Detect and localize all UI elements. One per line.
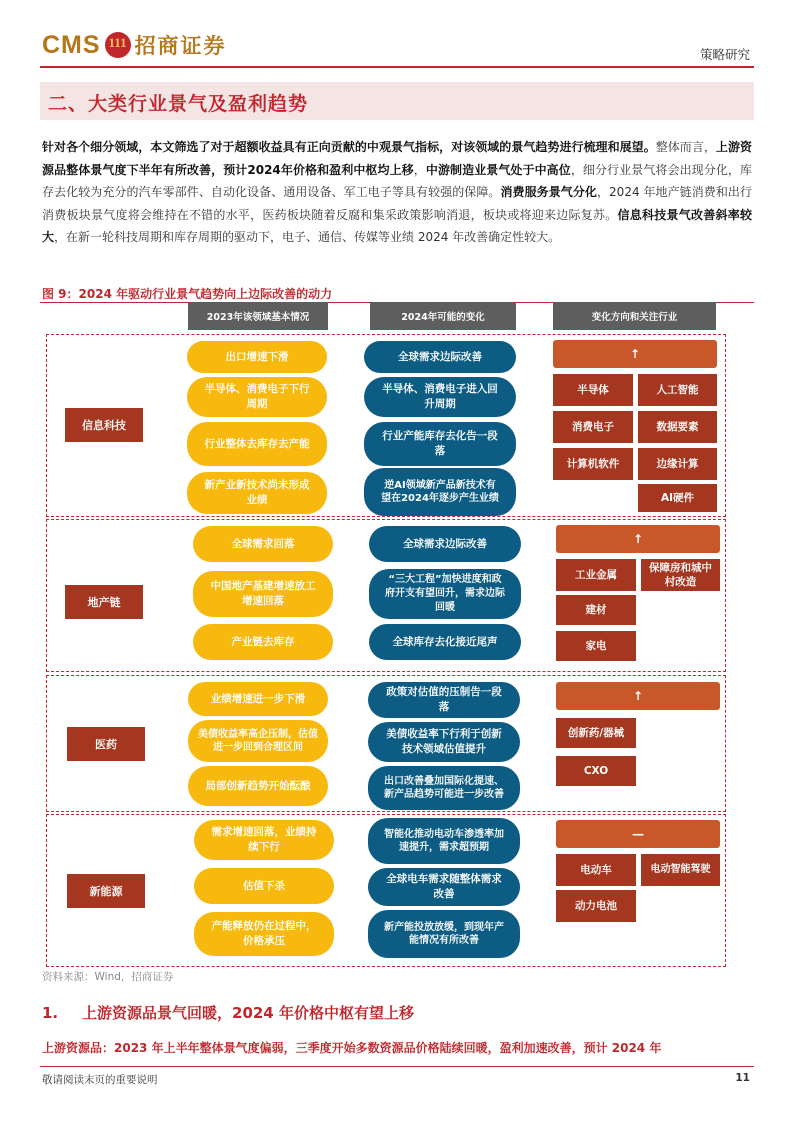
basic-item: 美债收益率高企压制，估值进一步回到合理区间 <box>188 720 328 762</box>
industry-chip: 家电 <box>556 631 636 661</box>
column-header-direction: 变化方向和关注行业 <box>553 302 716 330</box>
change-item: 全球需求边际改善 <box>369 526 521 562</box>
section-title-bar <box>40 82 754 120</box>
industry-chip: 消费电子 <box>553 411 633 443</box>
industry-chip: 电动智能驾驶 <box>641 854 720 886</box>
footer-note: 敬请阅读末页的重要说明 <box>42 1074 158 1086</box>
basic-item: 业绩增速进一步下滑 <box>188 682 328 716</box>
industry-chip: 建材 <box>556 595 636 625</box>
section-heading-text: 上游资源品景气回暖，2024 年价格中枢有望上移 <box>82 1004 414 1022</box>
industry-chip: 动力电池 <box>556 890 636 922</box>
column-header-changes: 2024年可能的变化 <box>370 302 516 330</box>
industry-chip: 数据要素 <box>638 411 717 443</box>
basic-item: 行业整体去库存去产能 <box>187 422 327 466</box>
basic-item: 出口增速下滑 <box>187 341 327 373</box>
logo <box>42 27 227 63</box>
change-item: 新产能投放放缓，到现年产能情况有所改善 <box>368 910 520 958</box>
change-item: 全球需求边际改善 <box>364 341 516 373</box>
change-item: 逆AI领域新产品新技术有望在2024年逐步产生业绩 <box>364 468 516 516</box>
basic-item: 半导体、消费电子下行周期 <box>187 377 327 417</box>
page-number: 11 <box>735 1072 750 1084</box>
footer-divider <box>40 1066 754 1067</box>
industry-chip: 创新药/器械 <box>556 718 636 748</box>
section-label-pharma: 医药 <box>67 727 145 761</box>
industry-chip: 边缘计算 <box>638 448 717 480</box>
industry-chip: CXO <box>556 756 636 786</box>
figure-source: 资料来源：Wind，招商证券 <box>42 971 174 983</box>
change-item: 出口改善叠加国际化提速、新产品趋势可能进一步改善 <box>368 766 520 810</box>
change-item: “三大工程”加快进度和政府开支有望回升，需求边际回暖 <box>369 569 521 619</box>
change-item: 美债收益率下行利于创新技术领域估值提升 <box>368 722 520 762</box>
logo-chinese: 招商证券 <box>134 34 227 58</box>
industry-chip: AI硬件 <box>638 484 717 512</box>
logo-latin: CMS <box>42 30 101 59</box>
industry-chip: 电动车 <box>556 854 636 886</box>
logo-mark-icon: 111 <box>105 32 131 58</box>
basic-item: 需求增速回落，业绩持续下行 <box>194 820 334 860</box>
direction-flat-icon: — <box>556 820 720 848</box>
section-number: 1. <box>42 1004 59 1022</box>
basic-item: 全球需求回落 <box>193 526 333 562</box>
section-title: 二、大类行业景气及盈利趋势 <box>48 93 309 115</box>
industry-chip: 工业金属 <box>556 559 636 591</box>
industry-chip: 半导体 <box>553 374 633 406</box>
industry-chip: 人工智能 <box>638 374 717 406</box>
figure-title: 图 9：2024 年驱动行业景气趋势向上边际改善的动力 <box>42 287 333 301</box>
section-heading <box>42 1002 414 1023</box>
report-type: 策略研究 <box>699 47 750 62</box>
basic-item: 产能释放仍在过程中，价格承压 <box>194 912 334 956</box>
section-label-it: 信息科技 <box>65 408 143 442</box>
industry-chip: 保障房和城中村改造 <box>641 559 720 591</box>
direction-up-icon: ↑ <box>556 682 720 710</box>
basic-item: 局部创新趋势开始酝酿 <box>188 766 328 806</box>
section-label-newenergy: 新能源 <box>67 874 145 908</box>
change-item: 全球电车需求随整体需求改善 <box>368 868 520 906</box>
basic-item: 中国地产基建增速放工增速回落 <box>193 571 333 617</box>
industry-chip: 计算机软件 <box>553 448 633 480</box>
basic-item: 产业链去库存 <box>193 624 333 660</box>
change-item: 全球库存去化接近尾声 <box>369 624 521 660</box>
section-label-property: 地产链 <box>65 585 143 619</box>
direction-up-icon: ↑ <box>556 525 720 553</box>
change-item: 半导体、消费电子进入回升周期 <box>364 377 516 417</box>
lead-text: 上游资源品：2023 年上半年整体景气度偏弱，三季度开始多数资源品价格陆续回暖，盈利加速改善，预计 2024 年 <box>42 1041 662 1055</box>
change-item: 政策对估值的压制告一段落 <box>368 682 520 718</box>
change-item: 行业产能库存去化告一段落 <box>364 422 516 466</box>
direction-up-icon: ↑ <box>553 340 717 368</box>
header-divider <box>40 66 754 68</box>
basic-item: 新产业新技术尚未形成业绩 <box>187 472 327 514</box>
column-header-basics: 2023年该领域基本情况 <box>188 302 328 330</box>
change-item: 智能化推动电动车渗透率加速提升，需求超预期 <box>368 818 520 864</box>
body-paragraph: 针对各个细分领域，本文筛选了对于超额收益具有正向贡献的中观景气指标，对该领域的景气趋势进行梳理和展望。整体而言，上游资源品整体景气度下半年有所改善，预计2024年价格和盈利中枢均上移，中游制造业景气处于中高位，细分行业景气将会出现分化，库存去化较为充分的汽车零部件、自动化设备、通用设备、军工电子等具有较强的保障。消费服务景气分化，2024 年地产链消费和出行消费板块景气度将会维持在不错的水平，医药板块随着反腐和集采政策影响消退，板块或将迎来边际复苏。信息科技景气改善斜率较大，在新一轮科技周期和库存周期的驱动下，电子、通信、传媒等业绩 2024 年改善确定性较大。 <box>42 140 752 244</box>
basic-item: 估值下杀 <box>194 868 334 904</box>
